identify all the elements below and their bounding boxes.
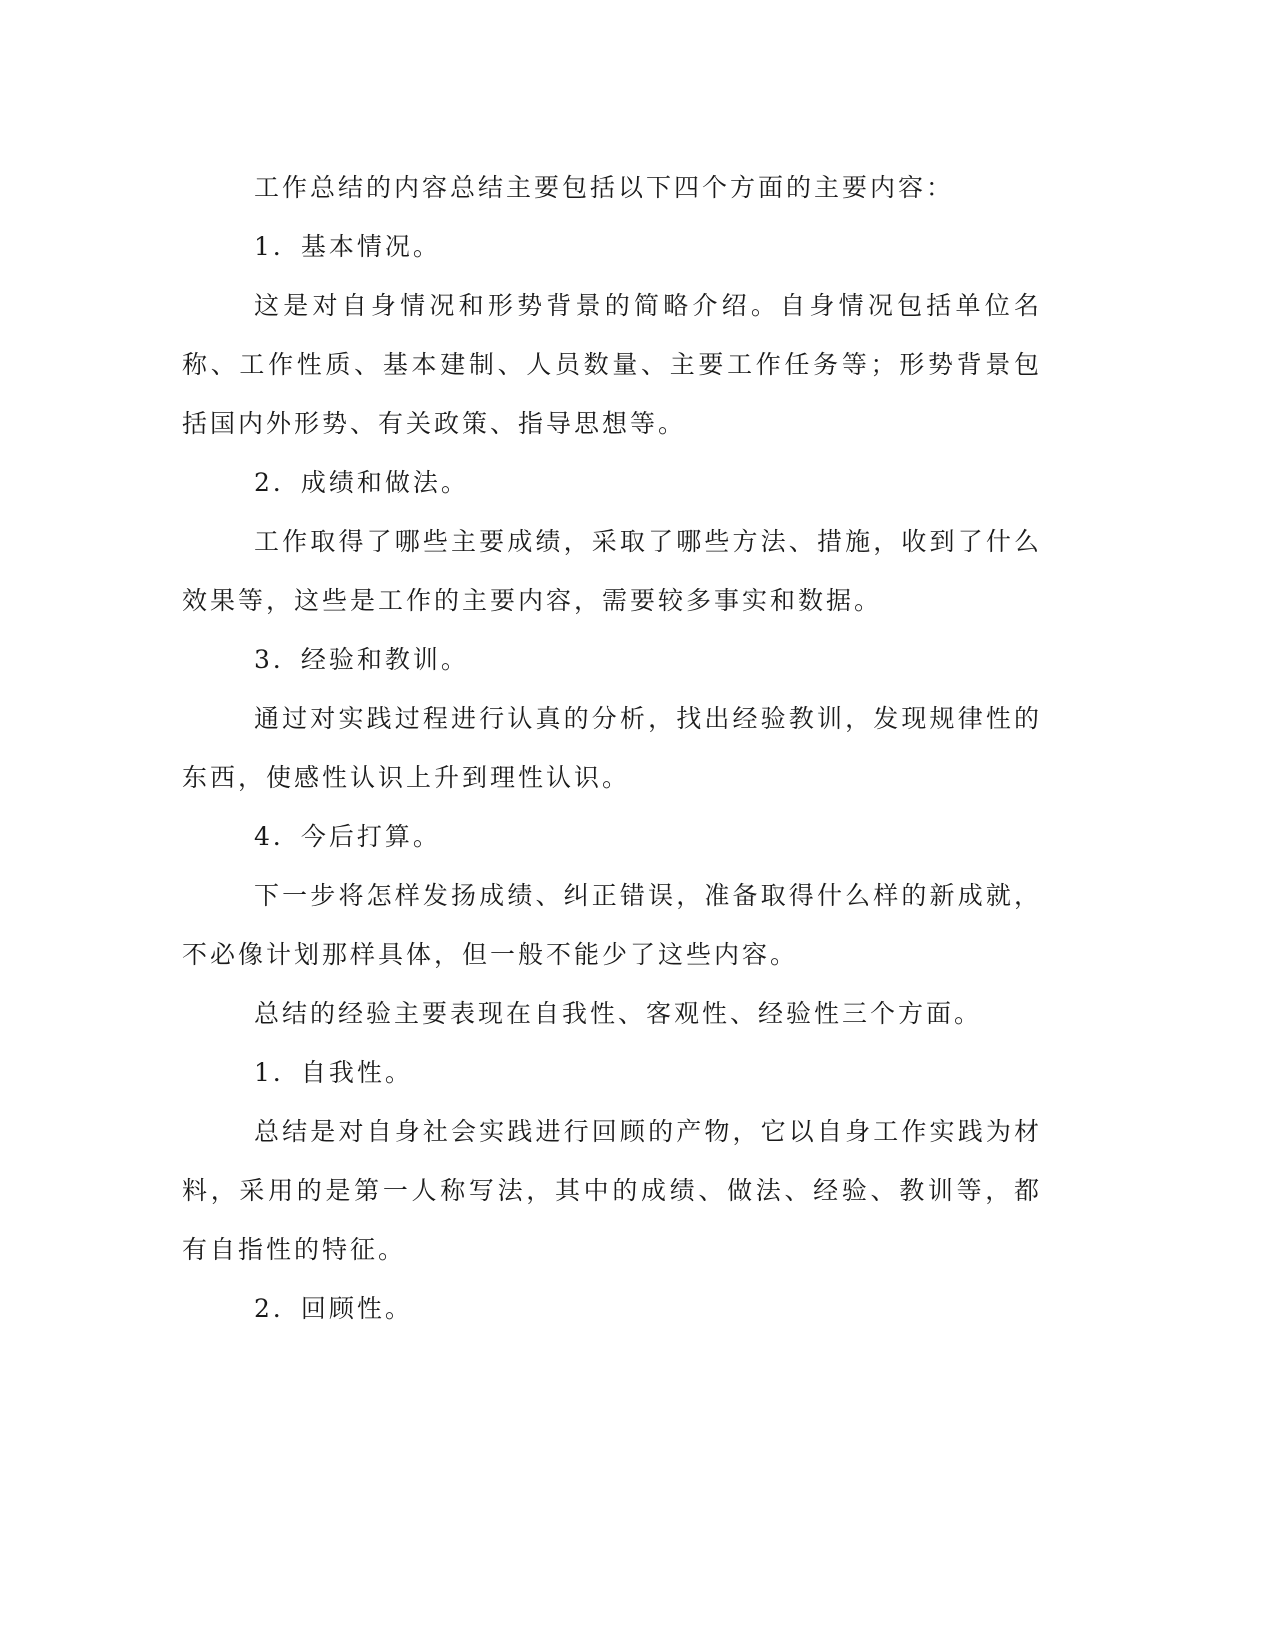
heading-self-nature: 1．自我性。	[254, 1058, 413, 1087]
heading-basic-situation: 1．基本情况。	[254, 232, 441, 261]
paragraph-basic-situation: 这是对自身情况和形势背景的简略介绍。自身情况包括单位名称、工作性质、基本建制、人员数量、主要工作任务等；形势背景包括国内外形势、有关政策、指导思想等。	[182, 291, 1042, 438]
heading-future-plans: 4．今后打算。	[254, 822, 441, 851]
heading-lessons: 3．经验和教训。	[254, 645, 469, 674]
heading-achievements: 2．成绩和做法。	[254, 468, 469, 497]
document-body	[182, 158, 1042, 1338]
paragraph-self-nature: 总结是对自身社会实践进行回顾的产物，它以自身工作实践为材料，采用的是第一人称写法，其中的成绩、做法、经验、教训等，都有自指性的特征。	[182, 1117, 1042, 1264]
paragraph-achievements: 工作取得了哪些主要成绩，采取了哪些方法、措施，收到了什么效果等，这些是工作的主要内容，需要较多事实和数据。	[182, 527, 1042, 615]
paragraph-lessons: 通过对实践过程进行认真的分析，找出经验教训，发现规律性的东西，使感性认识上升到理性认识。	[182, 704, 1042, 792]
heading-retrospective: 2．回顾性。	[254, 1294, 413, 1323]
paragraph-experience-aspects: 总结的经验主要表现在自我性、客观性、经验性三个方面。	[254, 999, 983, 1028]
paragraph-future-plans: 下一步将怎样发扬成绩、纠正错误，准备取得什么样的新成就，不必像计划那样具体，但一般不能少了这些内容。	[182, 881, 1042, 969]
paragraph-intro: 工作总结的内容总结主要包括以下四个方面的主要内容：	[254, 173, 955, 202]
